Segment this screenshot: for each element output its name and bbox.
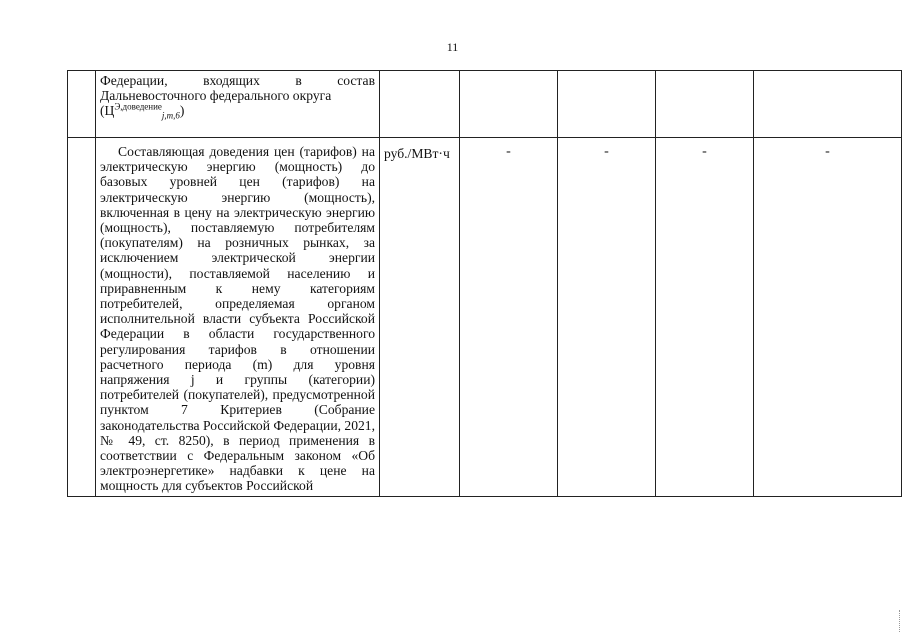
value-cell	[754, 71, 902, 138]
value-cell	[558, 71, 656, 138]
formula-open-paren: (	[100, 103, 105, 119]
formula-subscript: j,m,6	[161, 111, 180, 122]
unit-cell: руб./МВт·ч	[380, 138, 460, 497]
value-cell	[656, 71, 754, 138]
indicator-name-cell	[96, 71, 380, 138]
indicator-name-text: Федерации, входящих в состав Дальневосточного федерального округа	[100, 73, 375, 104]
value-cell: -	[460, 138, 558, 497]
formula-superscript: Э,доведение	[114, 101, 162, 112]
page-number: 11	[446, 40, 459, 54]
indicator-name-cell	[96, 138, 380, 497]
unit-cell	[380, 71, 460, 138]
value-cell	[460, 71, 558, 138]
table-row	[68, 138, 902, 497]
indicator-name-text: Составляющая доведения цен (тарифов) на электрическую энергию (мощность) до базовых уровней цен (тарифов) на электрическую энергию (мощность), включенная в цену на электрическую энергию (мощность), поставляемую потребителям (покупателям) на розничных рынках, за исключением электрической энергии (мощности), поставляемой населению и приравненным к нему категориям потребителей, определяемая органом исполнительной власти субъекта Российской Федерации в области государственного регулирования тарифов в отношении расчетного периода (m) для уровня напряжения j и группы (категории) потребителей (покупателей), предусмотренной пунктом 7 Критериев (Собрание законодательства Российской Федерации, 2021, № 49, ст. 8250), в период применения в соответствии с Федеральным законом «Об электроэнергетике» надбавки к цене на мощность для субъектов Российской	[100, 144, 375, 494]
table-row	[68, 71, 902, 138]
value-cell: -	[754, 138, 902, 497]
value-cell: -	[656, 138, 754, 497]
indicator-formula	[100, 101, 375, 122]
formula-base: Ц	[104, 103, 115, 119]
tariff-table	[67, 70, 902, 497]
value-cell: -	[558, 138, 656, 497]
row-number-cell	[68, 71, 96, 138]
scan-edge-mark	[899, 610, 903, 632]
row-number-cell	[68, 138, 96, 497]
formula-close-paren: )	[179, 103, 185, 119]
